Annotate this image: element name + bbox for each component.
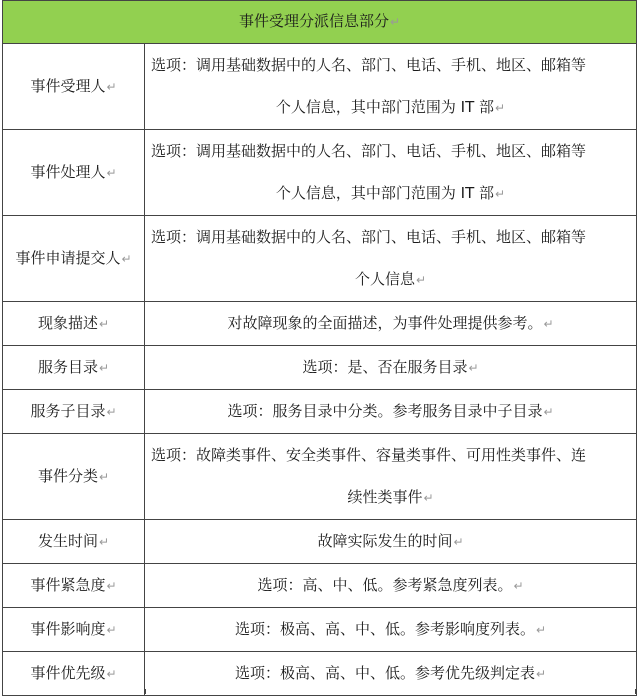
field-label-text: 事件申请提交人 — [15, 249, 121, 267]
incident-info-table — [2, 0, 637, 696]
field-value — [145, 44, 637, 130]
field-label-text: 服务子目录 — [30, 402, 106, 420]
field-value-line-2-text: 续性类事件 — [347, 488, 423, 506]
return-mark-icon: ↵ — [453, 535, 464, 549]
return-mark-icon: ↵ — [98, 535, 110, 549]
return-mark-icon: ↵ — [106, 405, 117, 419]
return-mark-icon: ↵ — [495, 187, 506, 201]
return-mark-icon: ↵ — [106, 166, 117, 180]
field-value — [145, 302, 637, 346]
return-mark-icon: ↵ — [106, 623, 117, 637]
field-label — [3, 434, 145, 520]
field-value — [145, 216, 637, 302]
field-value-line-2 — [151, 86, 630, 129]
return-mark-icon: ↵ — [468, 361, 479, 375]
field-value-text: 对故障现象的全面描述，为事件处理提供参考。 — [227, 314, 543, 332]
field-label-text: 事件影响度 — [30, 620, 106, 638]
field-value-text: 选项：高、中、低。参考紧急度列表。 — [257, 576, 513, 594]
field-value-line-2 — [151, 172, 630, 215]
return-mark-icon: ↵ — [535, 623, 547, 637]
table-row — [3, 302, 637, 346]
field-label — [3, 44, 145, 130]
field-value — [145, 434, 637, 520]
field-value-line-1: 选项：故障类事件、安全类事件、容量类事件、可用性类事件、连 — [151, 446, 587, 464]
table-title-row — [3, 1, 637, 44]
return-mark-icon: ↵ — [513, 579, 524, 593]
field-label — [3, 216, 145, 302]
table-row — [3, 346, 637, 390]
return-mark-icon: ↵ — [98, 470, 110, 484]
table-row — [3, 44, 637, 130]
next-row-edge — [2, 689, 636, 694]
return-mark-icon: ↵ — [106, 667, 117, 681]
field-value-text: 选项：是、否在服务目录 — [302, 358, 468, 376]
return-mark-icon: ↵ — [121, 252, 132, 266]
field-label-text: 服务目录 — [37, 358, 98, 376]
table-row — [3, 130, 637, 216]
return-mark-icon: ↵ — [543, 405, 554, 419]
field-label-text: 事件优先级 — [30, 664, 106, 682]
table-title-text: 事件受理分派信息部分 — [238, 12, 389, 30]
return-mark-icon: ↵ — [106, 80, 117, 94]
table-row — [3, 390, 637, 434]
return-mark-icon: ↵ — [389, 15, 401, 29]
return-mark-icon: ↵ — [98, 361, 110, 375]
field-value — [145, 130, 637, 216]
return-mark-icon: ↵ — [535, 667, 547, 681]
table-title — [3, 1, 637, 44]
return-mark-icon: ↵ — [106, 579, 117, 593]
field-value — [145, 346, 637, 390]
field-label-text: 事件紧急度 — [30, 576, 106, 594]
field-value — [145, 564, 637, 608]
table-row — [3, 434, 637, 520]
table-row — [3, 564, 637, 608]
field-label — [3, 390, 145, 434]
field-label — [3, 608, 145, 652]
field-value-text: 选项：服务目录中分类。参考服务目录中子目录 — [227, 402, 543, 420]
field-value-line-1: 选项：调用基础数据中的人名、部门、电话、手机、地区、邮箱等 — [151, 56, 587, 74]
field-label-text: 事件受理人 — [30, 77, 106, 95]
field-value-line-2 — [151, 476, 630, 519]
table-row — [3, 608, 637, 652]
field-label-text: 现象描述 — [37, 314, 98, 332]
return-mark-icon: ↵ — [495, 101, 506, 115]
field-value-line-1: 选项：调用基础数据中的人名、部门、电话、手机、地区、邮箱等 — [151, 228, 587, 246]
field-label-text: 事件分类 — [37, 467, 98, 485]
field-label — [3, 564, 145, 608]
field-label-text: 发生时间 — [37, 532, 98, 550]
field-label — [3, 302, 145, 346]
field-value — [145, 520, 637, 564]
return-mark-icon: ↵ — [98, 317, 110, 331]
field-value-text: 选项：极高、高、中、低。参考影响度列表。 — [234, 620, 535, 638]
table-row — [3, 216, 637, 302]
column-divider — [145, 689, 146, 694]
field-value — [145, 608, 637, 652]
field-value-line-1: 选项：调用基础数据中的人名、部门、电话、手机、地区、邮箱等 — [151, 142, 587, 160]
return-mark-icon: ↵ — [423, 491, 434, 505]
field-value-line-2-text: 个人信息，其中部门范围为 IT 部 — [275, 184, 495, 202]
field-label-text: 事件处理人 — [30, 163, 106, 181]
field-value — [145, 390, 637, 434]
table-row — [3, 520, 637, 564]
field-value-line-2 — [151, 258, 630, 301]
return-mark-icon: ↵ — [543, 317, 554, 331]
return-mark-icon: ↵ — [415, 273, 427, 287]
field-value-line-2-text: 个人信息，其中部门范围为 IT 部 — [275, 98, 495, 116]
field-value-text: 故障实际发生的时间 — [317, 532, 453, 550]
field-label — [3, 130, 145, 216]
field-value-line-2-text: 个人信息 — [354, 270, 415, 288]
field-value-text: 选项：极高、高、中、低。参考优先级判定表 — [234, 664, 535, 682]
field-label — [3, 346, 145, 390]
field-label — [3, 520, 145, 564]
